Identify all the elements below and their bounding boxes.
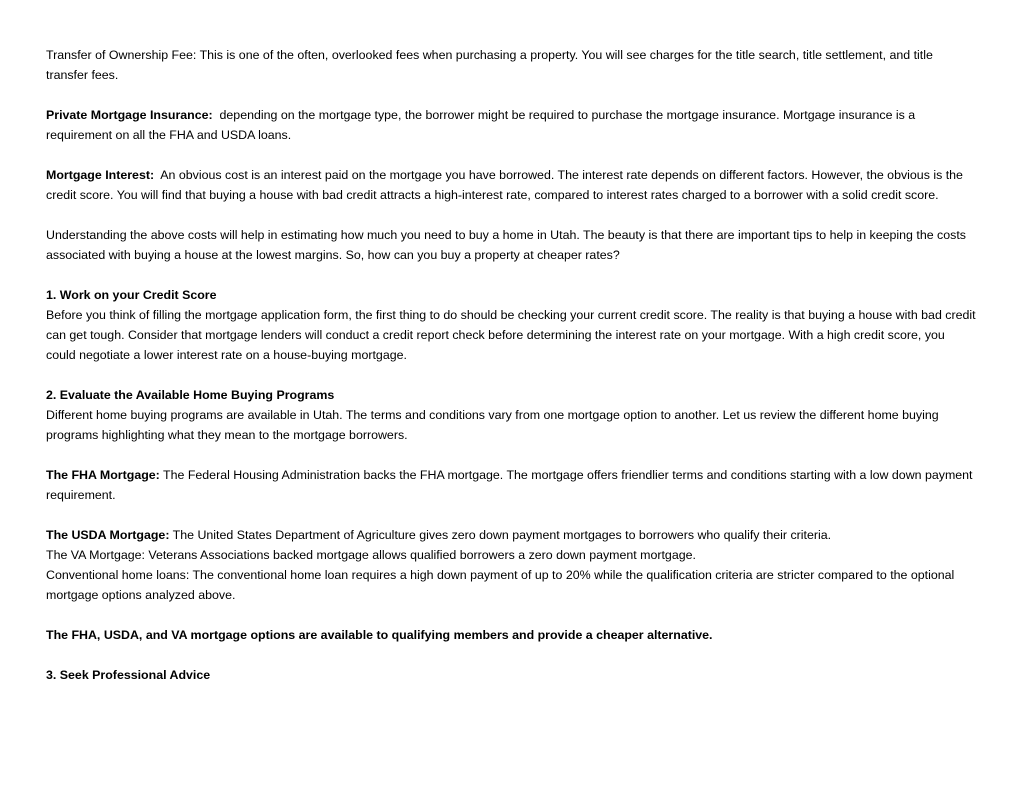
section-3-heading: 3. Seek Professional Advice (46, 668, 211, 682)
document-page (46, 45, 976, 705)
conventional-line: Conventional home loans: The conventional home loan requires a high down payment of up to 20% while the qualification criteria are stricter compared to the optional mortgage options analyzed above. (46, 568, 955, 602)
mortgage-interest-text: An obvious cost is an interest paid on the mortgage you have borrowed. The interest rate depends on different factors. However, the obvious is the credit score. You will find that buying a house with bad credit attracts a high-interest rate, compared to interest rates charged to a borrower with a solid credit score. (46, 168, 967, 202)
va-line: The VA Mortgage: Veterans Associations backed mortgage allows qualified borrowers a zero down payment mortgage. (46, 548, 696, 562)
summary-text: The FHA, USDA, and VA mortgage options are available to qualifying members and provide a cheaper alternative. (46, 628, 713, 642)
section-2-heading: 2. Evaluate the Available Home Buying Programs (46, 388, 335, 402)
pmi-paragraph (46, 105, 976, 145)
section-credit-score (46, 285, 976, 365)
pmi-text: depending on the mortgage type, the borrower might be required to purchase the mortgage insurance. Mortgage insurance is a requirement on all the FHA and USDA loans. (46, 108, 919, 142)
understanding-text: Understanding the above costs will help in estimating how much you need to buy a home in Utah. The beauty is that there are important tips to help in keeping the costs associated with buying a house at the lowest margins. So, how can you buy a property at cheaper rates? (46, 228, 966, 262)
summary-paragraph (46, 625, 976, 645)
mortgage-interest-label: Mortgage Interest: (46, 168, 155, 182)
usda-text: The United States Department of Agriculture gives zero down payment mortgages to borrowers who qualify their criteria. (169, 528, 832, 542)
section-1-text: Before you think of filling the mortgage application form, the first thing to do should be checking your current credit score. The reality is that buying a house with bad credit can get tough. Consider that mortgage lenders will conduct a credit report check before determining the interest rate on your mortgage. With a high credit score, you could negotiate a lower interest rate on a house-buying mortgage. (46, 308, 976, 362)
fha-label: The FHA Mortgage: (46, 468, 160, 482)
usda-line (46, 525, 976, 545)
fha-text: The Federal Housing Administration backs the FHA mortgage. The mortgage offers friendlier terms and conditions starting with a low down payment requirement. (46, 468, 976, 502)
section-home-buying-programs (46, 385, 976, 445)
loan-types-block (46, 525, 976, 605)
transfer-fee-text: Transfer of Ownership Fee: This is one of the often, overlooked fees when purchasing a property. You will see charges for the title search, title settlement, and title transfer fees. (46, 48, 933, 82)
section-professional-advice (46, 665, 976, 685)
transfer-fee-paragraph (46, 45, 976, 85)
section-2-text: Different home buying programs are available in Utah. The terms and conditions vary from one mortgage option to another. Let us review the different home buying programs highlighting what they mean to the mortgage borrowers. (46, 408, 939, 442)
section-1-heading: 1. Work on your Credit Score (46, 288, 217, 302)
pmi-label: Private Mortgage Insurance: (46, 108, 213, 122)
fha-paragraph (46, 465, 976, 505)
understanding-paragraph (46, 225, 976, 265)
usda-label: The USDA Mortgage: (46, 528, 170, 542)
mortgage-interest-paragraph (46, 165, 976, 205)
